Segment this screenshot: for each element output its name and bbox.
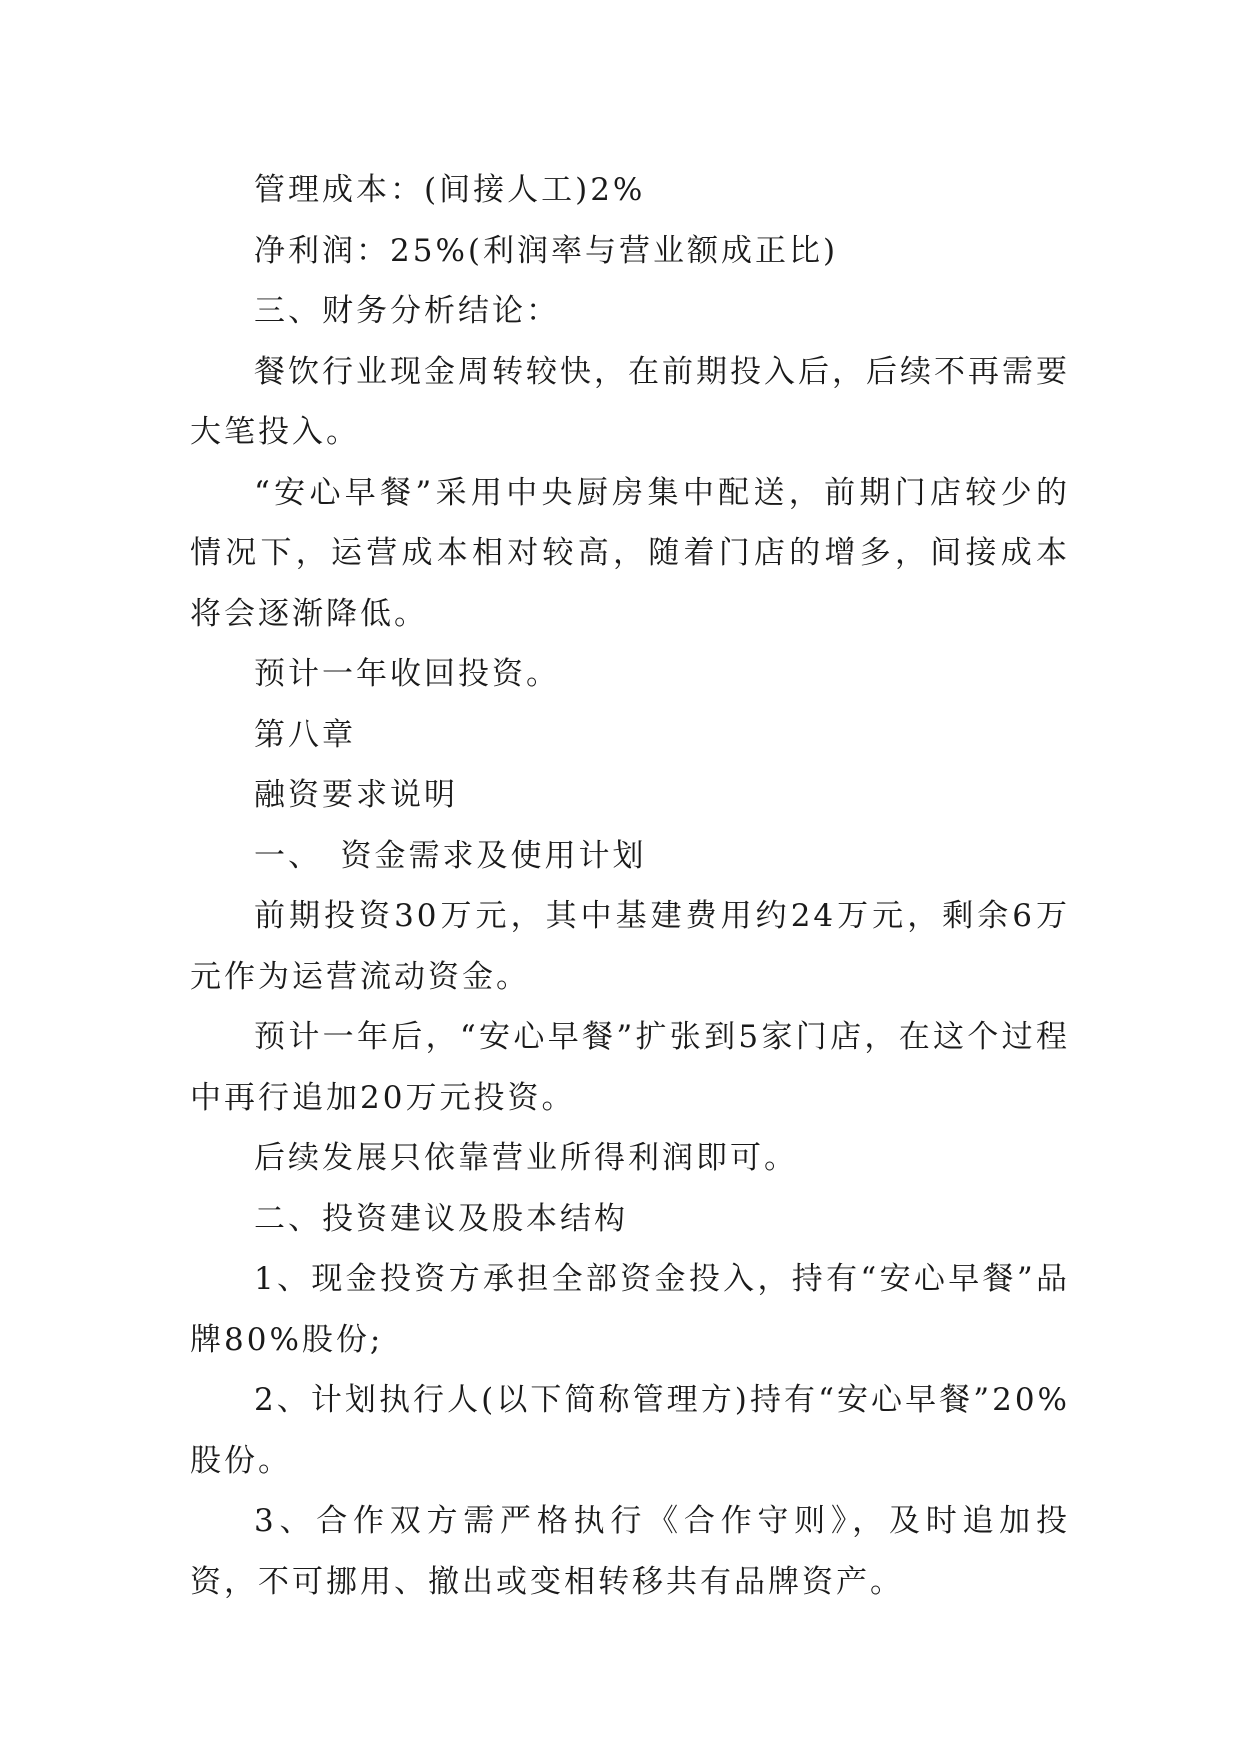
chapter-title: 第八章	[254, 716, 356, 753]
heading-equity-structure: 二、投资建议及股本结构	[254, 1200, 628, 1237]
paragraph-cash-turnover: 餐饮行业现金周转较快，在前期投入后，后续不再需要大笔投入。	[190, 353, 1070, 450]
paragraph-management-cost: 管理成本：(间接人工)2%	[254, 172, 646, 208]
paragraph-initial-investment: 前期投资30万元，其中基建费用约24万元，剩余6万元作为运营流动资金。	[190, 898, 1070, 995]
paragraph-expansion: 预计一年后，“安心早餐”扩张到5家门店，在这个过程中再行追加20万元投资。	[190, 1019, 1070, 1116]
list-item-manager: 2、计划执行人(以下简称管理方)持有“安心早餐”20%股份。	[190, 1382, 1070, 1479]
document-page	[190, 160, 1070, 1612]
paragraph-payback: 预计一年收回投资。	[254, 656, 560, 692]
paragraph-future-growth: 后续发展只依靠营业所得利润即可。	[254, 1140, 798, 1176]
heading-capital-needs: 一、 资金需求及使用计划	[254, 837, 647, 874]
paragraph-central-kitchen: “安心早餐”采用中央厨房集中配送，前期门店较少的情况下，运营成本相对较高，随着门店的增多，间接成本将会逐渐降低。	[190, 474, 1070, 632]
heading-financial-conclusion: 三、财务分析结论：	[254, 293, 560, 329]
list-item-cooperation-rules: 3、合作双方需严格执行《合作守则》，及时追加投资，不可挪用、撤出或变相转移共有品牌资产。	[190, 1503, 1070, 1600]
paragraph-net-profit: 净利润：25%(利润率与营业额成正比)	[254, 232, 839, 269]
chapter-subtitle: 融资要求说明	[254, 777, 458, 813]
list-item-cash-investor: 1、现金投资方承担全部资金投入，持有“安心早餐”品牌80%股份;	[190, 1261, 1070, 1358]
